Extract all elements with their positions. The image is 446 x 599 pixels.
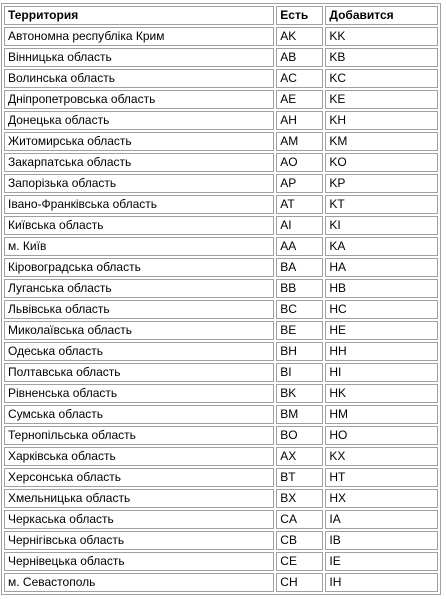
cell-added-code: KT [325,195,438,214]
cell-added-code: HX [325,489,438,508]
table-row [4,426,438,445]
cell-territory: Автономна республіка Крим [4,27,274,46]
cell-existing-code: CH [276,573,323,592]
cell-territory: Донецька область [4,111,274,130]
cell-added-code: KO [325,153,438,172]
cell-added-code: HE [325,321,438,340]
table-row [4,111,438,130]
cell-territory: Хмельницька область [4,489,274,508]
cell-existing-code: BC [276,300,323,319]
cell-territory: Миколаївська область [4,321,274,340]
cell-territory: Одеська область [4,342,274,361]
table-row [4,342,438,361]
cell-existing-code: BB [276,279,323,298]
table-row [4,237,438,256]
table-row [4,489,438,508]
cell-added-code: HB [325,279,438,298]
cell-territory: Сумська область [4,405,274,424]
header-territory: Территория [4,6,274,25]
cell-territory: Херсонська область [4,468,274,487]
table-row [4,279,438,298]
cell-added-code: HA [325,258,438,277]
cell-existing-code: BK [276,384,323,403]
table-row [4,384,438,403]
header-added: Добавится [325,6,438,25]
cell-existing-code: AE [276,90,323,109]
cell-territory: Житомирська область [4,132,274,151]
cell-territory: Київська область [4,216,274,235]
header-row [4,6,438,25]
cell-added-code: KX [325,447,438,466]
cell-added-code: HH [325,342,438,361]
cell-added-code: IH [325,573,438,592]
cell-added-code: HO [325,426,438,445]
table-row [4,153,438,172]
cell-added-code: KK [325,27,438,46]
table-row [4,300,438,319]
cell-added-code: IB [325,531,438,550]
cell-territory: Черкаська область [4,510,274,529]
cell-added-code: HC [325,300,438,319]
table-row [4,195,438,214]
cell-territory: Закарпатська область [4,153,274,172]
cell-existing-code: AB [276,48,323,67]
cell-territory: Тернопільська область [4,426,274,445]
cell-existing-code: BT [276,468,323,487]
cell-added-code: KE [325,90,438,109]
cell-territory: Дніпропетровська область [4,90,274,109]
cell-added-code: KH [325,111,438,130]
table-row [4,90,438,109]
table-row [4,531,438,550]
cell-added-code: KM [325,132,438,151]
cell-existing-code: AO [276,153,323,172]
cell-added-code: KA [325,237,438,256]
cell-existing-code: CA [276,510,323,529]
table-row [4,216,438,235]
table-row [4,174,438,193]
table-row [4,405,438,424]
table-row [4,27,438,46]
cell-territory: Львівська область [4,300,274,319]
cell-existing-code: AI [276,216,323,235]
cell-existing-code: BI [276,363,323,382]
cell-existing-code: BH [276,342,323,361]
cell-added-code: KI [325,216,438,235]
cell-territory: Івано-Франківська область [4,195,274,214]
region-codes-table [1,3,441,595]
table-row [4,258,438,277]
cell-existing-code: BX [276,489,323,508]
cell-added-code: IE [325,552,438,571]
cell-territory: м. Севастополь [4,573,274,592]
cell-added-code: KP [325,174,438,193]
cell-added-code: HM [325,405,438,424]
table-row [4,48,438,67]
cell-added-code: HK [325,384,438,403]
cell-territory: м. Київ [4,237,274,256]
table-row [4,510,438,529]
table-row [4,321,438,340]
cell-added-code: HI [325,363,438,382]
cell-existing-code: BE [276,321,323,340]
cell-existing-code: AA [276,237,323,256]
cell-territory: Полтавська область [4,363,274,382]
cell-territory: Кіровоградська область [4,258,274,277]
cell-territory: Рівненська область [4,384,274,403]
cell-added-code: KB [325,48,438,67]
cell-territory: Запорізька область [4,174,274,193]
cell-territory: Чернівецька область [4,552,274,571]
table-row [4,132,438,151]
table-row [4,468,438,487]
cell-existing-code: AM [276,132,323,151]
cell-territory: Волинська область [4,69,274,88]
cell-existing-code: BM [276,405,323,424]
table-row [4,552,438,571]
cell-existing-code: AP [276,174,323,193]
table-row [4,447,438,466]
table-row [4,573,438,592]
cell-existing-code: AT [276,195,323,214]
table-body [4,27,438,592]
cell-territory: Харківська область [4,447,274,466]
cell-added-code: IA [325,510,438,529]
cell-territory: Чернігівська область [4,531,274,550]
cell-existing-code: BO [276,426,323,445]
cell-existing-code: AC [276,69,323,88]
cell-territory: Вінницька область [4,48,274,67]
cell-existing-code: AX [276,447,323,466]
cell-existing-code: BA [276,258,323,277]
cell-added-code: HT [325,468,438,487]
cell-added-code: KC [325,69,438,88]
cell-territory: Луганська область [4,279,274,298]
header-existing: Есть [276,6,323,25]
cell-existing-code: AH [276,111,323,130]
cell-existing-code: CE [276,552,323,571]
cell-existing-code: CB [276,531,323,550]
cell-existing-code: AK [276,27,323,46]
table-row [4,69,438,88]
table-row [4,363,438,382]
